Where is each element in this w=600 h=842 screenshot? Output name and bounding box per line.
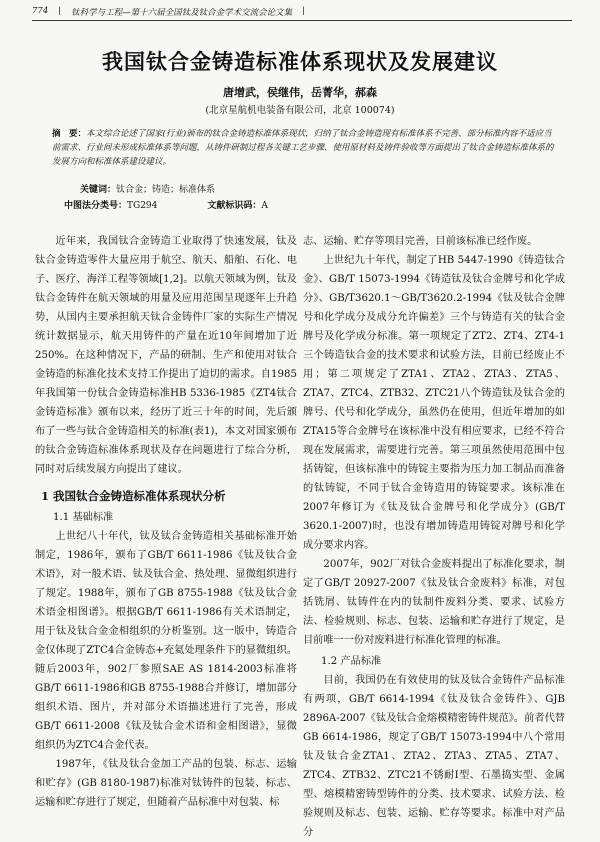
- keywords: [80, 182, 215, 195]
- paragraph: 2007年，902厂对钛合金废料提出了标准化要求，制定了GB/T 20927-2007《钛及钛合金废料》标准，对包括铣屑、钛铸件在内的钛制件废料分类、要求、试验方法、检验规则、标志、包装、运输和贮存进行了规定，是目前唯一一份对废料进行标准化管理的标准。: [303, 559, 565, 646]
- running-head-separator: |: [58, 6, 62, 16]
- paper-title: 我国钛合金铸造标准体系现状及发展建议: [102, 49, 498, 74]
- paragraph: 志、运输、贮存等项目完善，目前该标准已经作废。: [303, 236, 538, 247]
- abstract-label: 摘 要：: [52, 129, 87, 139]
- affiliation: (北京星航机电装备有限公司，北京 100074): [205, 105, 395, 116]
- section-1-heading: 1 我国钛合金铸造标准体系现状分析: [41, 489, 226, 503]
- intro-paragraph: 近年来，我国钛合金铸造工业取得了快速发展，钛及钛合金铸造零件大量应用于航空、航天、船舶、石化、电子、医疗、海洋工程等领域[1,2]。以航天领域为例，钛及钛合金铸件在航天领域的用量及应用范围呈现逐年上升趋势，从国内主要承担航天钛合金铸件厂家的实际生产情况统计数据显示，航天用铸件的产量在近10年间增加了近250%。在这种情况下，产品的研制、生产和使用对钛合金铸造的标准化技术支持工作提出了迫切的需求。自1985年我国第一份钛合金铸造标准HB 5336-1985《ZT4钛合金铸造标准》颁布以来，经历了近三十年的时间，先后颁布了一些与钛合金铸造相关的标准(表1)，本文对国家颁布的钛合金铸造标准体系现状及存在问题进行了综合分析，同时对后续发展方向提出了建议。: [35, 236, 297, 475]
- paragraph: 1987年，《钛及钛合金加工产品的包装、标志、运输和贮存》(GB 8180-1987)标准对钛铸件的包装、标志、运输和贮存进行了规定，但随着产品标准中对包装、标: [35, 759, 297, 808]
- running-head-separator-2: |: [302, 6, 305, 16]
- left-column: [35, 232, 297, 812]
- paragraph: 目前，我国仍在有效使用的钛及钛合金铸件产品标准有两项，GB/T 6614-1994《钛及钛合金铸件》、GJB 2896A-2007《钛及钛合金熔模精密铸件规范》。前者代替GB 6614-1986，规定了GB/T 15073-1994中八个常用钛及钛合金ZTA1、ZTA2、ZTA3、ZTA5、ZTA7、ZTC4、ZTB32、ZTC21不锈耐I型、石墨捣实型、金属型、熔模精密铸型铸件的分类、技术要求、试验方法、检验规则及标志、包装、运输、贮存等要求。标准中对产品分: [303, 675, 565, 838]
- authors: 唐增武，侯继伟，岳菁华，郝森: [223, 86, 377, 99]
- clc-value: TG294: [127, 201, 158, 211]
- document-code: [207, 198, 268, 211]
- classification: [64, 198, 268, 211]
- doc-label: 文献标识码：: [207, 201, 262, 211]
- abstract: [52, 127, 554, 169]
- page-number: 774: [32, 6, 49, 16]
- paragraph: 上世纪八十年代，钛及钛合金铸造相关基础标准开始制定，1986年，颁布了GB/T 6611-1986《钛及钛合金术语》，对一般术语、钛及钛合金、热处理、显微组织进行了规定。1988年，颁布了GB 8755-1988《钛及钛合金术语金相图谱》。根据GB/T 6611-1986有关术语制定，用于钛及钛合金金相组织的分析鉴别。这一版中，铸造合金仅体现了ZTC4合金铸态+充氦处理条件下的显微组织。随后2003年，902厂参照SAE AS 1814-2003标准将GB/T 6611-1986和GB 8755-1988合并修订，增加部分组织术语、图片，并对部分术语描述进行了完善，形成GB/T 6611-2008《钛及钛合金术语和金相图谱》，显微组织仍为ZTC4合金代表。: [35, 531, 297, 751]
- keywords-label: 关键词：: [80, 185, 117, 195]
- right-column: [303, 232, 565, 842]
- section-1-2-heading: 1.2 产品标准: [321, 656, 382, 667]
- header-rule: [32, 20, 572, 21]
- abstract-text: 本文综合论述了国家(行业)颁布的钛合金铸造标准体系现状，归纳了钛合金铸造现有标准体系不完善、部分标准内容不适应当前需求、行业间未形成标准体系等问题，从铸件研制过程各关键工艺步骤、使用原材料及铸件验收等方面提出了钛合金铸造标准体系的发展方向和标准体系建设建议。: [52, 129, 554, 167]
- section-1-1-heading: 1.1 基础标准: [53, 512, 114, 523]
- running-head: [32, 6, 572, 18]
- doc-value: A: [261, 201, 268, 211]
- journal-name: 钛科学与工程—第十六届全国钛及钛合金学术交流会论文集: [71, 8, 293, 18]
- paragraph: 上世纪九十年代，制定了HB 5447-1990《铸造钛合金》、GB/T 15073-1994《铸造钛及钛合金牌号和化学成分》、GB/T3620.1～GB/T3620.2-1994《钛及钛合金牌号和化学成分及成分允许偏差》三个与铸造有关的钛合金牌号及化学成分标准。第一项规定了ZT2、ZT4、ZT4-1三个铸造钛合金的技术要求和试验方法，目前已经废止不用；第二项规定了ZTA1、ZTA2、ZTA3、ZTA5、ZTA7、ZTC4、ZTB32、ZTC21八个铸造钛及钛合金的牌号、代号和化学成分，虽然仍在使用，但近年增加的如ZTA15等合金牌号在该标准中没有相应要求，已经不符合现在发展需求，需要进行完善。第三项虽然使用范围中包括铸锭，但该标准中的铸锭主要指为压力加工制品而准备的钛铸锭，不同于钛合金铸造用的铸锭要求。该标准在2007年修订为《钛及钛合金牌号和化学成分》(GB/T 3620.1-2007)时，也没有增加铸造用铸锭对牌号和化学成分要求内容。: [303, 255, 565, 551]
- clc-number: [64, 198, 157, 211]
- keywords-text: 钛合金；铸造；标准体系: [116, 185, 216, 195]
- clc-label: 中图法分类号：: [64, 201, 128, 211]
